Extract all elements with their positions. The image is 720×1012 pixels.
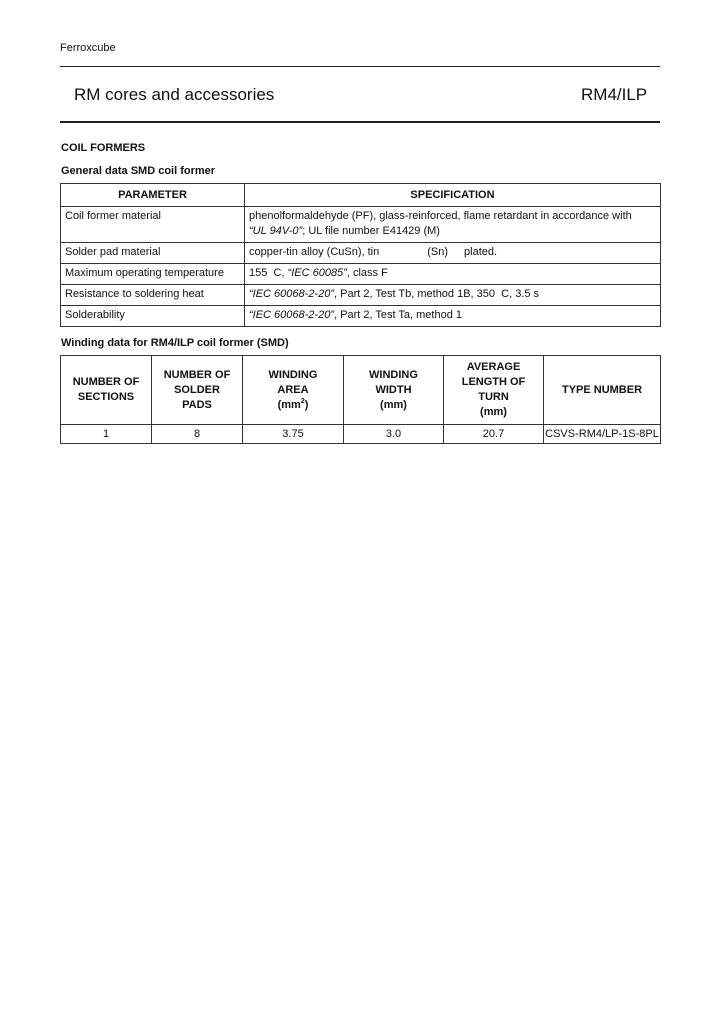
solder-pads-header: NUMBER OF SOLDER PADS <box>152 356 243 425</box>
winding-width-header: WINDING WIDTH (mm) <box>344 356 444 425</box>
section-heading: COIL FORMERS <box>61 142 146 154</box>
parameter-cell: Solderability <box>61 306 245 327</box>
header-rule-top <box>60 66 660 67</box>
table-header-row <box>61 184 661 207</box>
spec-text: copper-tin alloy (CuSn), tin <box>249 246 380 258</box>
table-row <box>61 306 661 327</box>
sections-cell: 1 <box>61 425 152 444</box>
sections-header: NUMBER OF SECTIONS <box>61 356 152 425</box>
winding-data-table <box>60 355 661 444</box>
parameter-header: PARAMETER <box>61 184 245 207</box>
document-code: RM4/ILP <box>581 85 648 104</box>
general-table-heading: General data SMD coil former <box>61 165 216 177</box>
table-row <box>61 285 661 306</box>
spec-standard: “IEC 60085” <box>287 267 347 279</box>
specification-cell <box>245 264 661 285</box>
table-row <box>61 425 661 444</box>
table-header-row <box>61 356 661 425</box>
specification-header: SPECIFICATION <box>245 184 661 207</box>
spec-text: plated. <box>464 246 498 258</box>
parameter-cell: Resistance to soldering heat <box>61 285 245 306</box>
type-number-header: TYPE NUMBER <box>544 356 661 425</box>
parameter-cell: Solder pad material <box>61 243 245 264</box>
spec-standard: “IEC 60068-2-20” <box>249 288 334 300</box>
specification-cell <box>245 243 661 264</box>
average-turn-header: AVERAGE LENGTH OF TURN (mm) <box>444 356 544 425</box>
table-row <box>61 264 661 285</box>
parameter-cell: Coil former material <box>61 207 245 243</box>
winding-area-header: WINDING AREA $(mm^2)$ <box>243 356 344 425</box>
header-rule-bottom <box>60 121 660 123</box>
type-number-cell: CSVS-RM4/LP-1S-8PL <box>544 425 661 444</box>
winding-table-heading: Winding data for RM4/ILP coil former (SMD) <box>61 337 289 349</box>
solder-pads-cell: 8 <box>152 425 243 444</box>
spec-standard: “UL 94V-0” <box>249 225 303 237</box>
winding-width-cell: 3.0 <box>344 425 444 444</box>
table-row <box>61 243 661 264</box>
brand-name: Ferroxcube <box>60 42 116 54</box>
specification-cell <box>245 306 661 327</box>
spec-text: , Part 2, Test Ta, method 1 <box>334 309 462 321</box>
spec-text: , class F <box>346 267 388 279</box>
specification-cell <box>245 285 661 306</box>
spec-text: phenolformaldehyde (PF), glass-reinforced, flame retardant in accordance with <box>249 210 632 222</box>
spec-text: (Sn) <box>427 246 449 258</box>
parameter-cell: Maximum operating temperature <box>61 264 245 285</box>
average-turn-cell: 20.7 <box>444 425 544 444</box>
winding-area-cell: 3.75 <box>243 425 344 444</box>
spec-text: ; UL file number E41429 (M) <box>302 225 440 237</box>
general-data-table <box>60 183 661 327</box>
table-row <box>61 207 661 243</box>
specification-cell <box>245 207 661 243</box>
document-title: RM cores and accessories <box>74 85 275 104</box>
spec-standard: “IEC 60068-2-20” <box>249 309 334 321</box>
spec-text: 155 C, <box>249 267 288 279</box>
spec-text: , Part 2, Test Tb, method 1B, 350 C, 3.5 s <box>334 288 540 300</box>
